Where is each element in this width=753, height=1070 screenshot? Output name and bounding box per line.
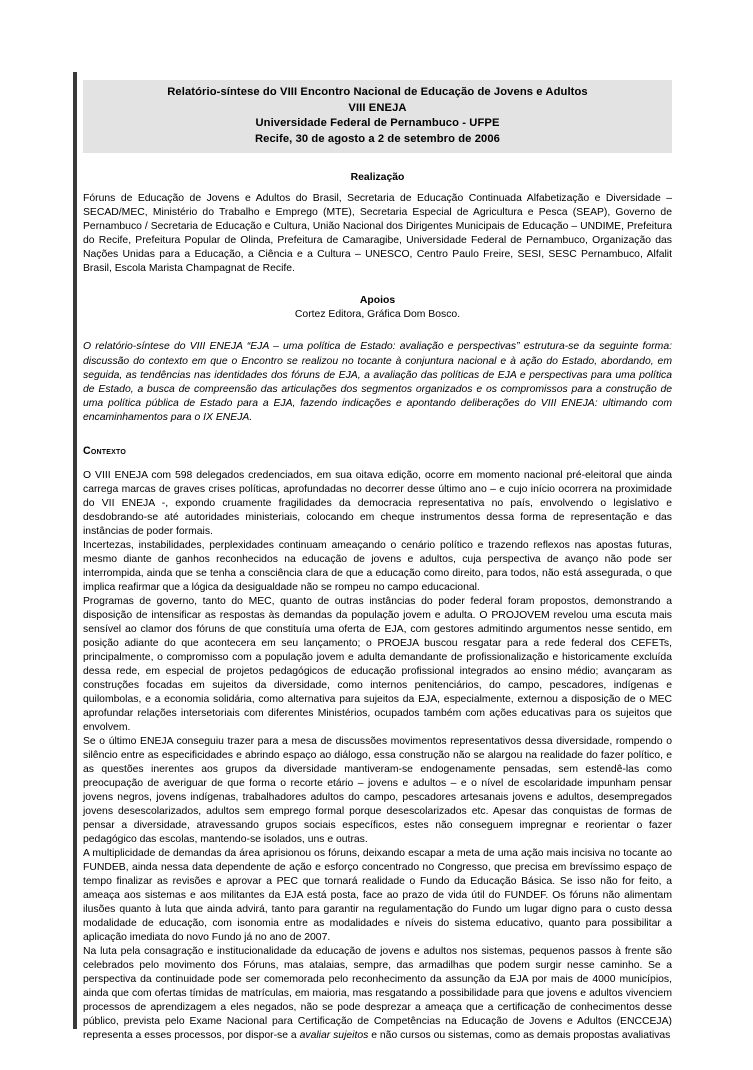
spacer [83,276,672,294]
title-line-1: Relatório-síntese do VIII Encontro Nacional de Educação de Jovens e Adultos [167,86,588,98]
apoios-text: Cortez Editora, Gráfica Dom Bosco. [294,309,461,321]
contexto-paragraph-6-emphasis: avaliar sujeitos [299,1029,369,1041]
spacer [83,458,672,469]
contexto-paragraph-6-part1: Na luta pela consagração e institucionalidade da educação de jovens e adultos nos sistemas, pequenos passos à frente são celebrados pelo movimento dos Fóruns, mas atalaias, sempre, das armadilhas que podem surgir nesse caminho. Se a perspectiva da continuidade pode ser comemorada pelo reconhecimento da assunção da EJA por mais de 4000 municípios, ainda que com ofertas tímidas de matrículas, em maioria, mas resgatando a possibilidade para que jovens e adultos vivenciem processos de aprendizagem a eles negados, não se pode desprezar a ameaça que a certificação de conhecimentos desse público, prevista pelo Exame Nacional para Certificação de Competências na Educação de Jovens e Adultos (ENCCEJA) representa a esses processos, por dispor-se a [83,945,672,1041]
spacer [83,185,672,192]
contexto-paragraph-6 [83,945,672,1043]
contexto-paragraph-1: O VIII ENEJA com 598 delegados credenciados, em sua oitava edição, ocorre em momento nacional pré-eleitoral que ainda carrega marcas de graves crises políticas, aprofundadas no decorrer desse último ano – e cujo início ocorrera na proximidade do VII ENEJA -, expondo cruamente fragilidades da democracia representativa no país, envolvendo o legislativo e desdobrando-se até autoridades ministeriais, colocando em cheque instrumentos dessa forma de representação e das instâncias de poder formais. [83,469,672,537]
realizacao-text: Fóruns de Educação de Jovens e Adultos do Brasil, Secretaria de Educação Continuada Alfabetização e Diversidade – SECAD/MEC, Ministério do Trabalho e Emprego (MTE), Secretaria Especial de Agricultura e Pesca (SEAP), Governo de Pernambuco / Secretaria de Educação e Cultura, União Nacional dos Dirigentes Municipais de Educação – UNDIME, Prefeitura do Recife, Prefeitura Popular de Olinda, Prefeitura de Camaragibe, Universidade Federal de Pernambuco, Organização das Nações Unidas para a Educação, a Ciência e a Cultura – UNESCO, Centro Paulo Freire, SESI, SESC Pernambuco, Alfalit Brasil, Escola Marista Champagnat de Recife. [83,193,672,275]
scan-binding-edge [73,72,77,1029]
document-title-band [83,80,672,153]
title-line-3: Universidade Federal de Pernambuco - UFPE [255,117,500,130]
abstract-paragraph: O relatório-síntese do VIII ENEJA “EJA – uma política de Estado: avaliação e perspectivas” estrutura-se da seguinte forma: discussão do contexto em que o Encontro se realizou no tocante à conjuntura nacional e à ação do Estado, abordando, em seguida, as tendências nas identidades dos fóruns de EJA, a avaliação das políticas de EJA e perspectivas para uma política de Estado, a busca de compreensão das articulações dos segmentos organizados e os compromissos para a construção de uma política pública de Estado para a EJA, fazendo indicações e apontando deliberações do VIII ENEJA: ultimando com encaminhamentos para o IX ENEJA. [83,341,672,424]
title-line-2: VIII ENEJA [348,101,407,114]
realizacao-heading: Realização [350,172,405,184]
spacer [83,426,672,444]
spacer [83,153,672,171]
spacer [83,322,672,340]
apoios-heading: Apoios [359,295,396,307]
contexto-paragraph-5: A multiplicidade de demandas da área aprisionou os fóruns, deixando escapar a meta de uma ação mais incisiva no tocante ao FUNDEB, ainda nessa data dependente de ação e esforço concentrado no Congresso, que precisa em brevíssimo espaço de tempo finalizar as revisões e aprovar a PEC que tornará realidade o Fundo da Educação Básica. Se isso não for feito, a ameaça aos sistemas e aos militantes da EJA está posta, face ao prazo de vida útil do FUNDEF. Os fóruns não alimentam ilusões quanto à luta que ainda advirá, tanto para garantir na regulamentação do Fundo um lugar digno para o custo dessa modalidade de educação, com isonomia entre as modalidades e níveis do sistema educativo, quanto para possibilitar a aplicação imediata do novo Fundo já no ano de 2007. [83,847,672,943]
title-line-4: Recife, 30 de agosto a 2 de setembro de 2006 [254,132,501,145]
contexto-paragraph-3: Programas de governo, tanto do MEC, quanto de outras instâncias do poder federal foram propostos, demonstrando a disposição de intensificar as respostas às demandas da população jovem e adulta. O PROJOVEM revelou uma escuta mais sensível ao clamor dos fóruns de que constituía uma oferta de EJA, com gestores admitindo argumentos nesse sentido, em posição adiante do que acontecera em seu lançamento; o PROEJA buscou resgatar para a rede federal dos CEFETs, principalmente, o compromisso com a população jovem e adulta demandante de profissionalização e historicamente excluída dessa rede, em especial de projetos pedagógicos de educação profissional integrados ao ensino médio; avançaram as construções focadas em sujeitos da diversidade, como internos penitenciários, do campo, pescadores, indígenas e quilombolas, e a economia solidária, como alternativa para sujeitos da EJA, especialmente, externou a disposição de o MEC aprofundar relações intersetoriais com diferentes Ministérios, ocupados também com ações educativas para os sujeitos que envolvem. [83,595,672,733]
contexto-paragraph-4: Se o último ENEJA conseguiu trazer para a mesa de discussões movimentos representativos dessa diversidade, rompendo o silêncio entre as especificidades e abrindo espaço ao diálogo, essa construção não se alargou na realidade do fazer político, e as questões inerentes aos grupos da diversidade mantiveram-se endogenamente pensadas, sem estendê-las como preocupação de averiguar de que forma o recorte etário – jovens e adultos – e o nível de escolaridade impunham pensar jovens negros, jovens indígenas, trabalhadores adultos do campo, pescadores artesanais jovens e adultos, desempregados jovens desescolarizados, adultos sem emprego formal porque desescolarizados etc. Apesar das conquistas de formas de pensar a diversidade, atravessando grupos sociais específicos, estes não conseguem impregnar e reorientar o fazer pedagógico das escolas, mantendo-se isolados, uns e outras. [83,735,672,845]
contexto-paragraph-2: Incertezas, instabilidades, perplexidades continuam ameaçando o cenário político e trazendo reflexos nas apostas futuras, mesmo diante de ganhos reconhecidos na educação de jovens e adultos, cuja perspectiva de avanço não pode ser interrompida, ainda que se tenha a consciência clara de que a educação como direito, para todos, não está assegurada, o que implica reafirmar que a lógica da desigualdade não se rompeu no campo educacional. [83,539,672,593]
contexto-body [83,469,672,1043]
contexto-heading: Contexto [83,444,126,457]
contexto-paragraph-6-part2: e não cursos ou sistemas, como as demais propostas avaliativas [368,1029,671,1041]
page-content [83,80,672,1043]
